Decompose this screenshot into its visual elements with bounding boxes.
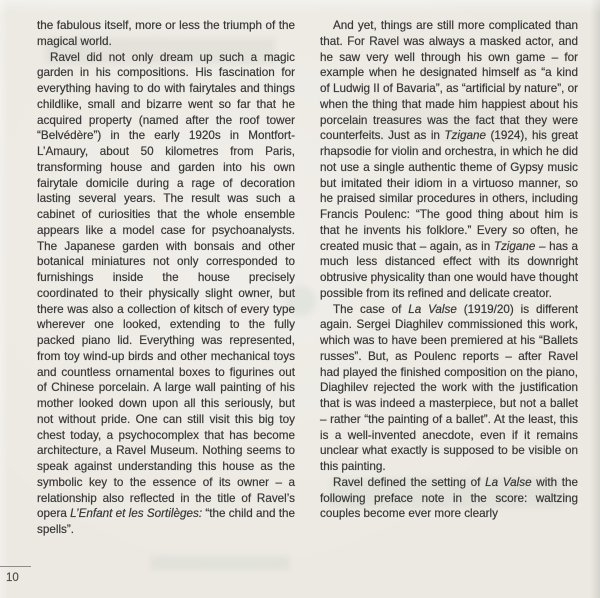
text-columns [37, 18, 578, 538]
text-segment: (1919/20) is different again. Sergei Diaghilev commissioned this work, which was to have been premiered at his “Ballets russes”. But, as Poulenc reports – after Ravel had played the finished composition on the piano, Diaghilev rejected the work with the justification that is was indeed a masterpiece, but not a ballet – rather “the painting of a ballet”. At the least, this is a well-invented anecdote, even if it remains unclear what exactly is supposed to be visible on this painting. [320, 302, 578, 473]
text-segment: (1924), his great rhapsodie for violin and orchestra, in which he did not use a single authentic theme of Gypsy music but imitated their idiom in a virtuoso manner, so he praised similar procedures in others, including Francis Poulenc: “The good thing about him is that he invents his folklore.” Every so often, he created music that – again, as in [320, 129, 579, 253]
text-segment: The case of [333, 302, 409, 316]
italic-text: Tzigane [444, 129, 486, 143]
italic-text: Tzigane [493, 239, 536, 253]
paragraph [320, 475, 578, 522]
paragraph [320, 302, 578, 475]
scan-artifact [150, 556, 290, 570]
paragraph [320, 18, 578, 302]
paragraph [37, 50, 295, 538]
paragraph [37, 18, 295, 50]
text-segment: Ravel did not only dream up such a magic garden in his compositions. His fascination for everything having to do with fairytales and things childlike, small and bizarre went so far that he acquired property (named after the roof tower “Belvédère”) in the early 1920s in Montfort-L’Amaury, about 50 kilometres from Paris, transforming house and garden into his own fairytale domicile during a rage of decoration lasting several years. The result was such a cabinet of curiosities that the whole ensemble appears like a model case for psychoanalysts. The Japanese garden with bonsais and other botanical miniatures not only corresponded to furnishings inside the house precisely coordinated to their physically slight owner, but there was also a collection of kitsch of every type wherever one looked, extending to the fully packed piano lid. Everything was represented, from toy wind-up birds and other mechanical toys and countless ornamental boxes to figurines out of Chinese porcelain. A large wall painting of his mother looked down upon all this seriously, but not without pride. One can still visit this big toy chest today, a psychocomplex that has become architecture, a Ravel Museum. Nothing seems to speak against understanding this house as the symbolic key to the essence of its owner – a relationship also reflected in the title of Ravel’s opera [37, 50, 295, 521]
text-segment: Ravel defined the setting of [333, 475, 486, 489]
italic-text: La Valse [485, 475, 532, 489]
text-segment: And yet, things are still more complicated than that. For Ravel was always a masked actor, and he saw very well through his own game – for example when he designated himself as “a kind of Ludwig II of Bavaria”, as “artificial by nature”, or when the thing that made him happiest about his porcelain treasures was the fact that they were counterfeits. Just as in [320, 19, 578, 143]
text-segment: “the child and the spells”. [37, 507, 296, 536]
page-number: 10 [6, 572, 19, 584]
text-column-left [37, 18, 295, 538]
text-segment: – has a much less distanced effect with its downright obtrusive physicality than one would have thought possible from its refined and delicate creator. [320, 239, 578, 300]
text-segment: with the following preface note in the score: waltzing couples become ever more clearly [320, 475, 578, 521]
text-segment: the fabulous itself, more or less the triumph of the magical world. [37, 19, 295, 48]
footer-rule [0, 566, 31, 567]
italic-text: L’Enfant et les Sortilèges: [70, 507, 203, 521]
text-column-right [320, 18, 578, 538]
italic-text: La Valse [408, 302, 457, 316]
